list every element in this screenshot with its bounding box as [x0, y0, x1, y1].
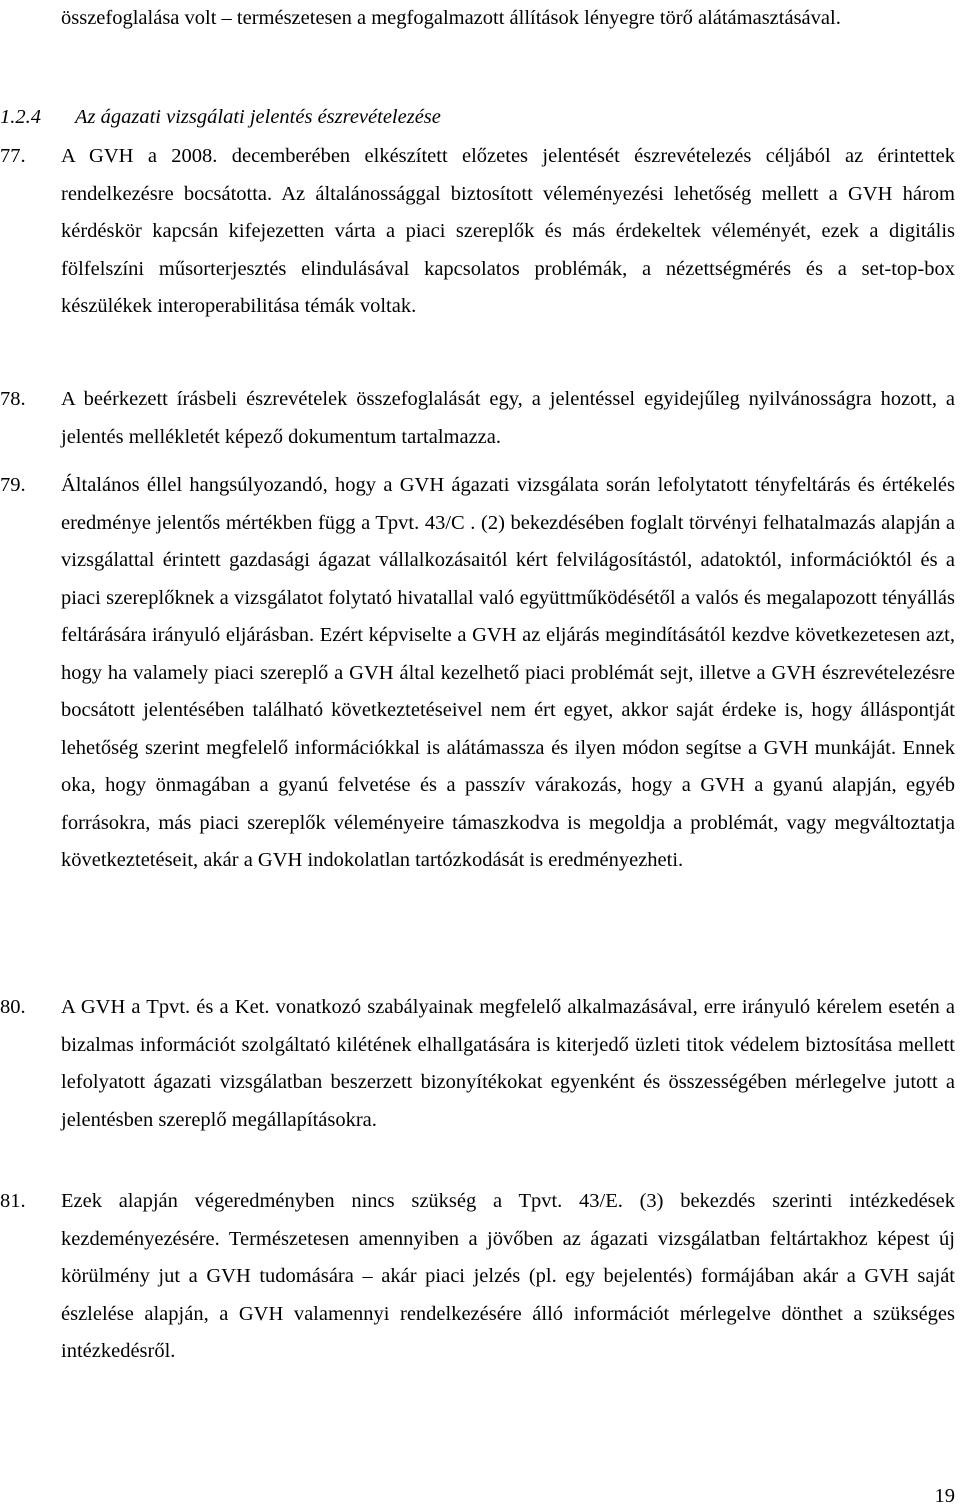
paragraph-80 — [0, 989, 955, 1139]
intro-text: összefoglalása volt – természetesen a megfogalmazott állítások lényegre törő alátámasztásával. — [61, 7, 841, 29]
paragraph-number: 81. — [0, 1190, 26, 1212]
paragraph-number: 80. — [0, 996, 26, 1018]
paragraph-number: 78. — [0, 388, 26, 410]
paragraph-number: 79. — [0, 474, 26, 496]
paragraph-81 — [0, 1183, 955, 1371]
paragraph-78 — [0, 381, 955, 456]
paragraph-text: Ezek alapján végeredményben nincs szükség a Tpvt. 43/E. (3) bekezdés szerinti intézkedések kezdeményezésére. Természetesen amennyiben a jövőben az ágazati vizsgálatban feltártakhoz képest új körülmény jut a GVH tudomására – akár piaci jelzés (pl. egy bejelentés) formájában akár a GVH saját észlelése alapján, a GVH valamennyi rendelkezésére álló információt mérlegelve dönthet a szükséges intézkedésről. — [61, 1190, 955, 1362]
paragraph-77 — [0, 138, 955, 326]
paragraph-text: A GVH a Tpvt. és a Ket. vonatkozó szabályainak megfelelő alkalmazásával, erre irányuló kérelem esetén a bizalmas információt szolgáltató kilétének elhallgatására is kiterjedő üzleti titok védelem biztosítása mellett lefolyatott ágazati vizsgálatban beszerzett bizonyítékokat egyenként és összességében mérlegelve jutott a jelentésben szereplő megállapításokra. — [61, 996, 955, 1131]
intro-paragraph — [61, 0, 955, 38]
paragraph-text: A GVH a 2008. decemberében elkészített előzetes jelentését észrevételezés céljából az érintettek rendelkezésre bocsátotta. Az általánossággal biztosított véleményezési lehetőség mellett a GVH három kérdéskör kapcsán kifejezetten várta a piaci szereplők és más érdekeltek véleményét, ezek a digitális fölfelszíni műsorterjesztés elindulásával kapcsolatos problémák, a nézettségmérés és a set-top-box készülékek interoperabilitása témák voltak. — [61, 145, 955, 317]
section-title: Az ágazati vizsgálati jelentés észrevételezése — [75, 106, 441, 128]
paragraph-text: Általános éllel hangsúlyozandó, hogy a GVH ágazati vizsgálata során lefolytatott tényfeltárás és értékelés eredménye jelentős mértékben függ a Tpvt. 43/C . (2) bekezdésében foglalt törvényi felhatalmazás alapján a vizsgálattal érintett gazdasági ágazat vállalkozásaitól kért felvilágosítástól, adatoktól, információktól és a piaci szereplőknek a vizsgálatot folytató hivatallal való együttműködésétől a valós és megalapozott tényállás feltárására irányuló eljárásban. Ezért képviselte a GVH az eljárás megindításától kezdve következetesen azt, hogy ha valamely piaci szereplő a GVH által kezelhető piaci problémát sejt, illetve a GVH észrevételezésre bocsátott jelentésében található következtetéseivel nem ért egyet, akkor saját érdeke is, hogy álláspontját lehetőség szerint megfelelő információkkal is alátámassza és ilyen módon segítse a GVH munkáját. Ennek oka, hogy önmagában a gyanú felvetése és a passzív várakozás, hogy a GVH a gyanú alapján, egyéb forrásokra, más piaci szereplők véleményeire támaszkodva is megoldja a problémát, vagy megváltoztatja következtetéseit, akár a GVH indokolatlan tartózkodását is eredményezheti. — [61, 474, 955, 871]
paragraph-number: 77. — [0, 145, 26, 167]
section-heading — [0, 100, 955, 134]
paragraph-text: A beérkezett írásbeli észrevételek összefoglalását egy, a jelentéssel egyidejűleg nyilvánosságra hozott, a jelentés mellékletét képező dokumentum tartalmazza. — [61, 388, 955, 448]
paragraph-79 — [0, 467, 955, 880]
page-number: 19 — [934, 1485, 955, 1507]
section-number: 1.2.4 — [0, 106, 41, 128]
